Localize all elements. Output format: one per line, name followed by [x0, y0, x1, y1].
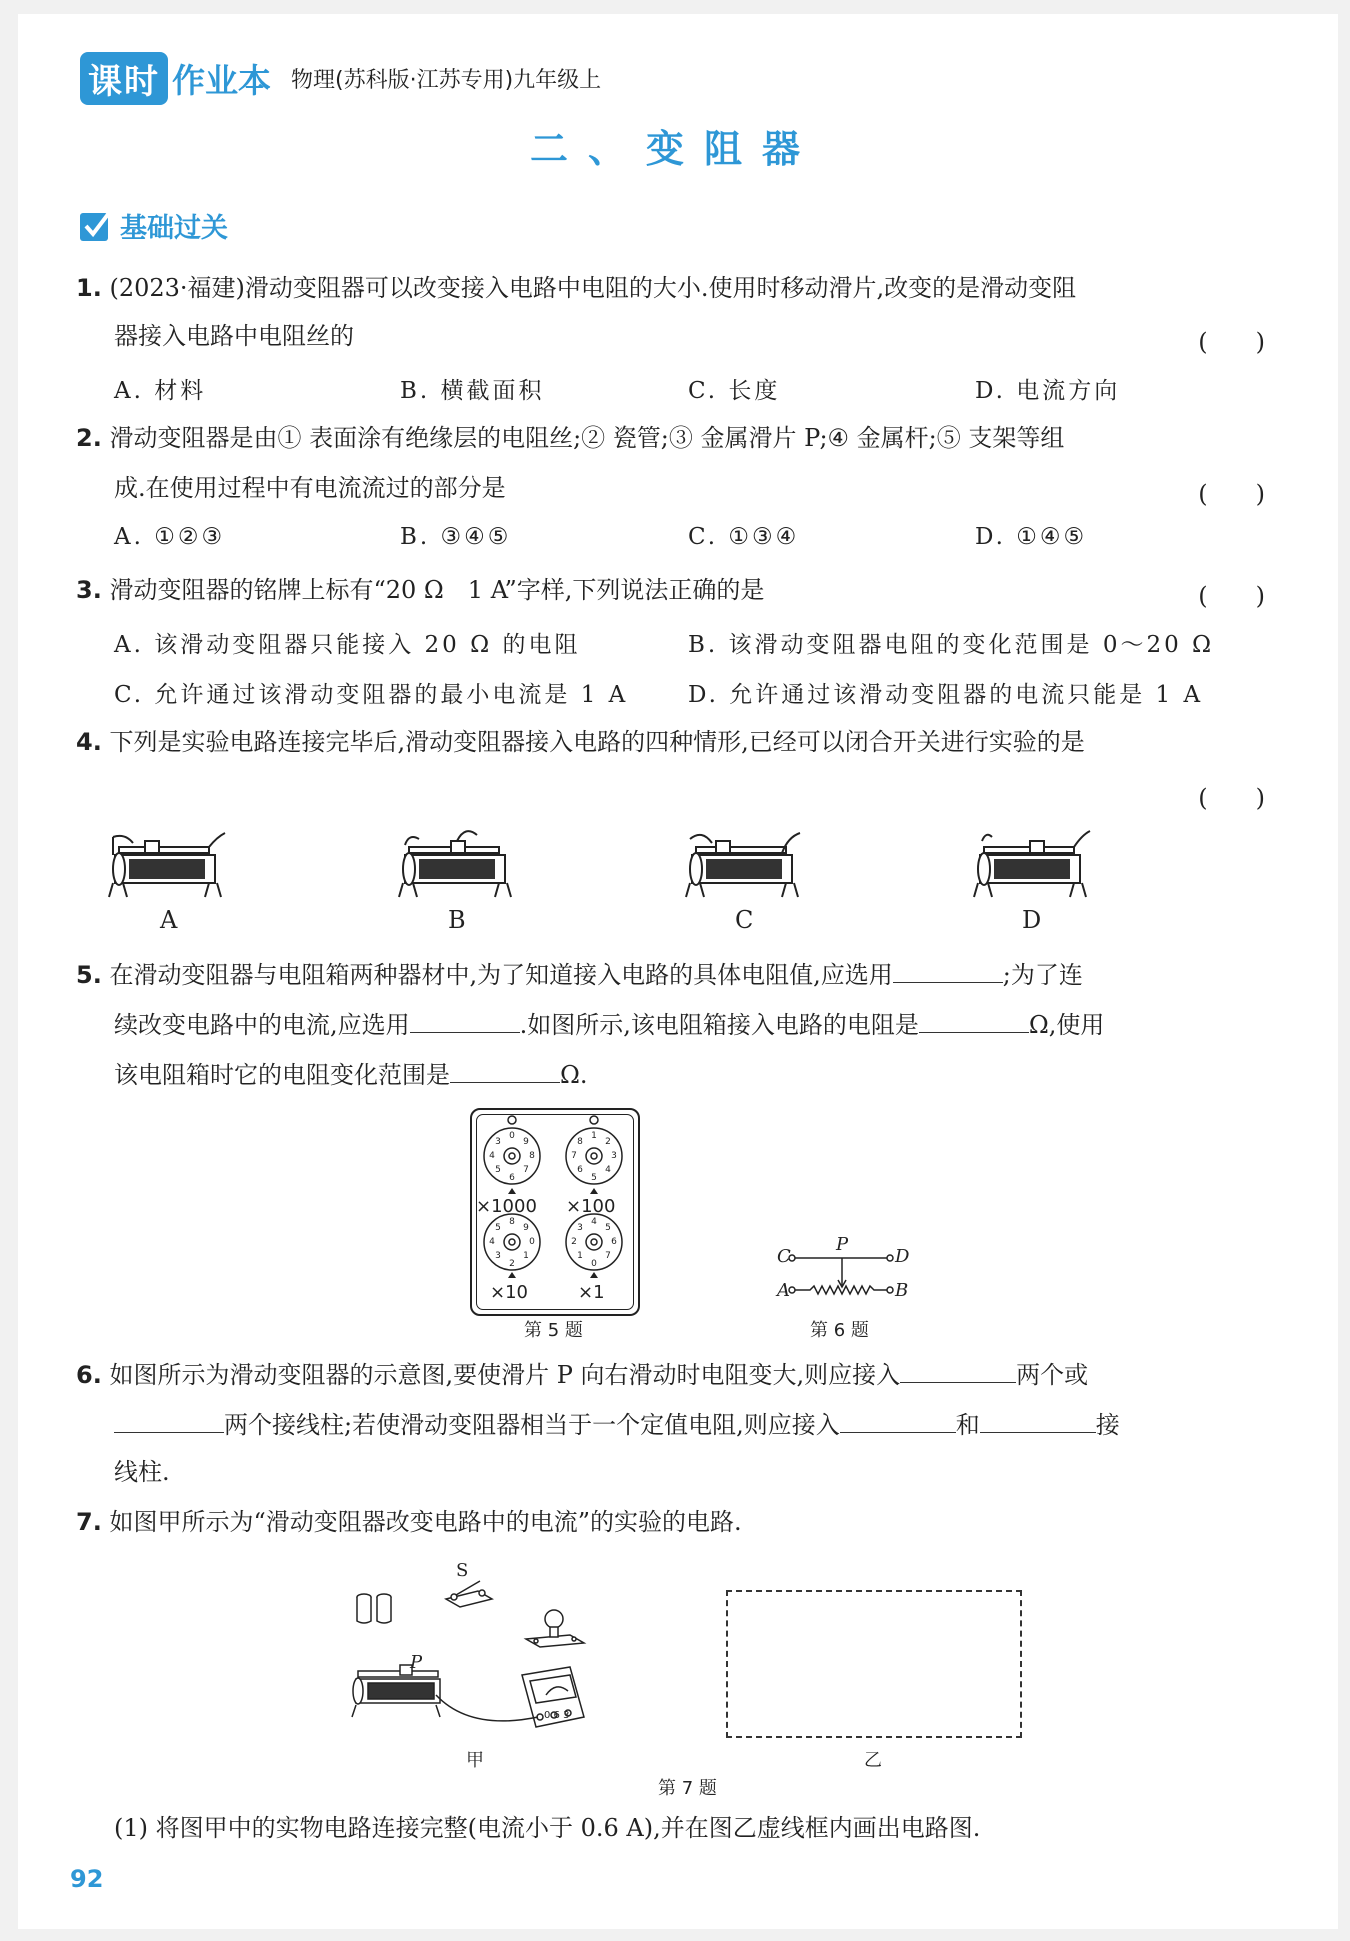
svg-text:9: 9	[523, 1137, 529, 1147]
q3-text1: 滑动变阻器的铭牌上标有“20 Ω 1 A”字样,下列说法正确的是	[109, 576, 765, 604]
svg-text:7: 7	[571, 1151, 577, 1161]
q5-line2	[114, 1006, 1104, 1041]
q4-label-b: B	[448, 906, 466, 934]
q2-option-b: B. ③④⑤	[400, 524, 512, 550]
q5-line1	[76, 956, 1083, 991]
q3-answer-paren: ( )	[1198, 582, 1265, 610]
rheostat-a-image	[105, 825, 235, 905]
q3-number: 3.	[76, 576, 102, 604]
q5-text3b: Ω.	[560, 1061, 588, 1089]
svg-text:3: 3	[495, 1251, 501, 1261]
svg-text:3: 3	[611, 1151, 617, 1161]
q1-text1: (2023·福建)滑动变阻器可以改变接入电路中电阻的大小.使用时移动滑片,改变的是滑动变阻	[109, 274, 1077, 302]
rheostat-b-image	[395, 825, 525, 905]
svg-text:8: 8	[529, 1151, 535, 1161]
q5-line3	[114, 1056, 588, 1091]
q6-text1b: 两个或	[1016, 1361, 1089, 1389]
q4-answer-paren: ( )	[1198, 784, 1265, 812]
q1-option-a: A. 材料	[114, 378, 207, 404]
q5-text2a: 续改变电路中的电流,应选用	[114, 1011, 410, 1039]
q6-number: 6.	[76, 1361, 102, 1389]
q3-option-b: B. 该滑动变阻器电阻的变化范围是 0～20 Ω	[688, 632, 1215, 658]
dial-label-100: ×100	[566, 1196, 616, 1217]
q1-option-d: D. 电流方向	[975, 378, 1121, 404]
battery-icon	[357, 1594, 391, 1623]
svg-text:6: 6	[577, 1165, 583, 1175]
q7-number: 7.	[76, 1508, 102, 1536]
q6-line2	[114, 1406, 1120, 1441]
fig7-jia-label: 甲	[466, 1750, 484, 1771]
svg-text:4: 4	[489, 1151, 495, 1161]
svg-text:0: 0	[509, 1131, 515, 1141]
q3-option-c: C. 允许通过该滑动变阻器的最小电流是 1 A	[114, 682, 629, 708]
svg-text:3: 3	[495, 1137, 501, 1147]
switch-label: S	[456, 1560, 469, 1581]
q4-line1	[76, 726, 1085, 758]
section-title: 二、变阻器	[529, 127, 820, 171]
q2-option-c: C. ①③④	[688, 524, 800, 550]
svg-text:5: 5	[605, 1223, 611, 1233]
subject-title: 物理(苏科版·江苏专用)九年级上	[291, 67, 602, 93]
q5-text2b: .如图所示,该电阻箱接入电路的电阻是	[519, 1011, 919, 1039]
terminal-c-label: C	[777, 1246, 791, 1267]
q2-text1: 滑动变阻器是由① 表面涂有绝缘层的电阻丝;② 瓷管;③ 金属滑片 P;④ 金属杆;⑤ 支架等组	[109, 424, 1065, 452]
sub-section-title: 基础过关	[120, 213, 228, 244]
svg-text:7: 7	[605, 1251, 611, 1261]
q2-option-a: A. ①②③	[114, 524, 226, 550]
fig7-caption: 第 7 题	[658, 1778, 717, 1799]
q2-option-d: D. ①④⑤	[975, 524, 1088, 550]
brand-title: 作业本	[172, 60, 271, 100]
q7-sub1: (1) 将图甲中的实物电路连接完整(电流小于 0.6 A),并在图乙虚线框内画出电路图.	[114, 1814, 981, 1842]
svg-text:5: 5	[495, 1223, 501, 1233]
q1-line2: 器接入电路中电阻丝的	[114, 322, 354, 350]
rheostat-c-image	[682, 825, 812, 905]
svg-text:0: 0	[529, 1237, 535, 1247]
fig6-caption: 第 6 题	[810, 1320, 869, 1341]
q6-line3: 线柱.	[114, 1458, 170, 1486]
terminal-b-label: B	[895, 1280, 909, 1301]
q2-line2: 成.在使用过程中有电流流过的部分是	[114, 474, 506, 502]
q2-answer-paren: ( )	[1198, 480, 1265, 508]
q5-text2c: Ω,使用	[1028, 1011, 1105, 1039]
dial-label-10: ×10	[490, 1282, 528, 1303]
svg-text:2: 2	[605, 1137, 611, 1147]
q5-blank-2[interactable]	[410, 1006, 520, 1033]
check-icon	[78, 209, 112, 243]
q3-line1	[76, 574, 764, 606]
svg-text:4: 4	[591, 1217, 597, 1227]
q7-text1: 如图甲所示为“滑动变阻器改变电路中的电流”的实验的电路.	[109, 1508, 742, 1536]
q1-answer-paren: ( )	[1198, 328, 1265, 356]
q1-line1	[76, 272, 1076, 304]
rheostat-slider-label: P	[410, 1652, 423, 1673]
q5-text1b: ;为了连	[1002, 961, 1083, 989]
ammeter-scale-label: 0.6 3	[544, 1710, 570, 1721]
q6-text2a: 两个接线柱;若使滑动变阻器相当于一个定值电阻,则应接入	[224, 1411, 840, 1439]
q1-option-b: B. 横截面积	[400, 378, 545, 404]
circuit-diagram-box[interactable]	[726, 1590, 1022, 1738]
terminal-a-label: A	[777, 1280, 790, 1301]
svg-text:1: 1	[577, 1251, 583, 1261]
q5-number: 5.	[76, 961, 102, 989]
q4-label-a: A	[160, 906, 178, 934]
q6-text2b: 和	[955, 1411, 980, 1439]
brand-logo: 课时	[80, 52, 168, 105]
q6-blank-1[interactable]	[900, 1356, 1016, 1383]
svg-text:6: 6	[509, 1173, 515, 1183]
q6-text1a: 如图所示为滑动变阻器的示意图,要使滑片 P 向右滑动时电阻变大,则应接入	[109, 1361, 901, 1389]
q6-blank-3[interactable]	[840, 1406, 956, 1433]
q5-blank-4[interactable]	[450, 1056, 560, 1083]
q7-line1	[76, 1506, 742, 1538]
q1-option-c: C. 长度	[688, 378, 781, 404]
q6-line1	[76, 1356, 1088, 1391]
fig5-caption: 第 5 题	[524, 1320, 583, 1341]
svg-text:5: 5	[591, 1173, 597, 1183]
page-number: 92	[70, 1865, 104, 1893]
q5-blank-1[interactable]	[893, 956, 1003, 983]
q6-blank-2[interactable]	[114, 1406, 224, 1433]
svg-text:6: 6	[611, 1237, 617, 1247]
svg-text:8: 8	[577, 1137, 583, 1147]
sub-section-header	[78, 206, 228, 245]
q4-number: 4.	[76, 728, 102, 756]
svg-text:1: 1	[523, 1251, 529, 1261]
q6-blank-4[interactable]	[980, 1406, 1096, 1433]
q4-label-c: C	[735, 906, 754, 934]
svg-text:8: 8	[509, 1217, 515, 1227]
q1-number: 1.	[76, 274, 102, 302]
svg-text:4: 4	[489, 1237, 495, 1247]
slider-p-label: P	[836, 1234, 849, 1255]
svg-text:3: 3	[577, 1223, 583, 1233]
q5-text1a: 在滑动变阻器与电阻箱两种器材中,为了知道接入电路的具体电阻值,应选用	[109, 961, 893, 989]
svg-text:7: 7	[523, 1165, 529, 1175]
q2-number: 2.	[76, 424, 102, 452]
rheostat-d-image	[970, 825, 1100, 905]
q3-option-a: A. 该滑动变阻器只能接入 20 Ω 的电阻	[114, 632, 581, 658]
q2-line1	[76, 422, 1064, 454]
fig7-yi-label: 乙	[864, 1750, 882, 1771]
q3-option-d: D. 允许通过该滑动变阻器的电流只能是 1 A	[688, 682, 1204, 708]
svg-text:1: 1	[591, 1131, 597, 1141]
svg-text:0: 0	[591, 1259, 597, 1269]
svg-text:2: 2	[509, 1259, 515, 1269]
header	[80, 50, 601, 106]
terminal-d-label: D	[895, 1246, 910, 1267]
q5-blank-3[interactable]	[919, 1006, 1029, 1033]
q5-text3a: 该电阻箱时它的电阻变化范围是	[114, 1061, 450, 1089]
svg-text:5: 5	[495, 1165, 501, 1175]
q4-text1: 下列是实验电路连接完毕后,滑动变阻器接入电路的四种情形,已经可以闭合开关进行实验的是	[109, 728, 1085, 756]
q6-text2c: 接	[1095, 1411, 1120, 1439]
q4-label-d: D	[1022, 906, 1042, 934]
svg-text:2: 2	[571, 1237, 577, 1247]
svg-text:9: 9	[523, 1223, 529, 1233]
dial-label-1: ×1	[578, 1282, 605, 1303]
dial-label-1000: ×1000	[476, 1196, 537, 1217]
svg-text:4: 4	[605, 1165, 611, 1175]
